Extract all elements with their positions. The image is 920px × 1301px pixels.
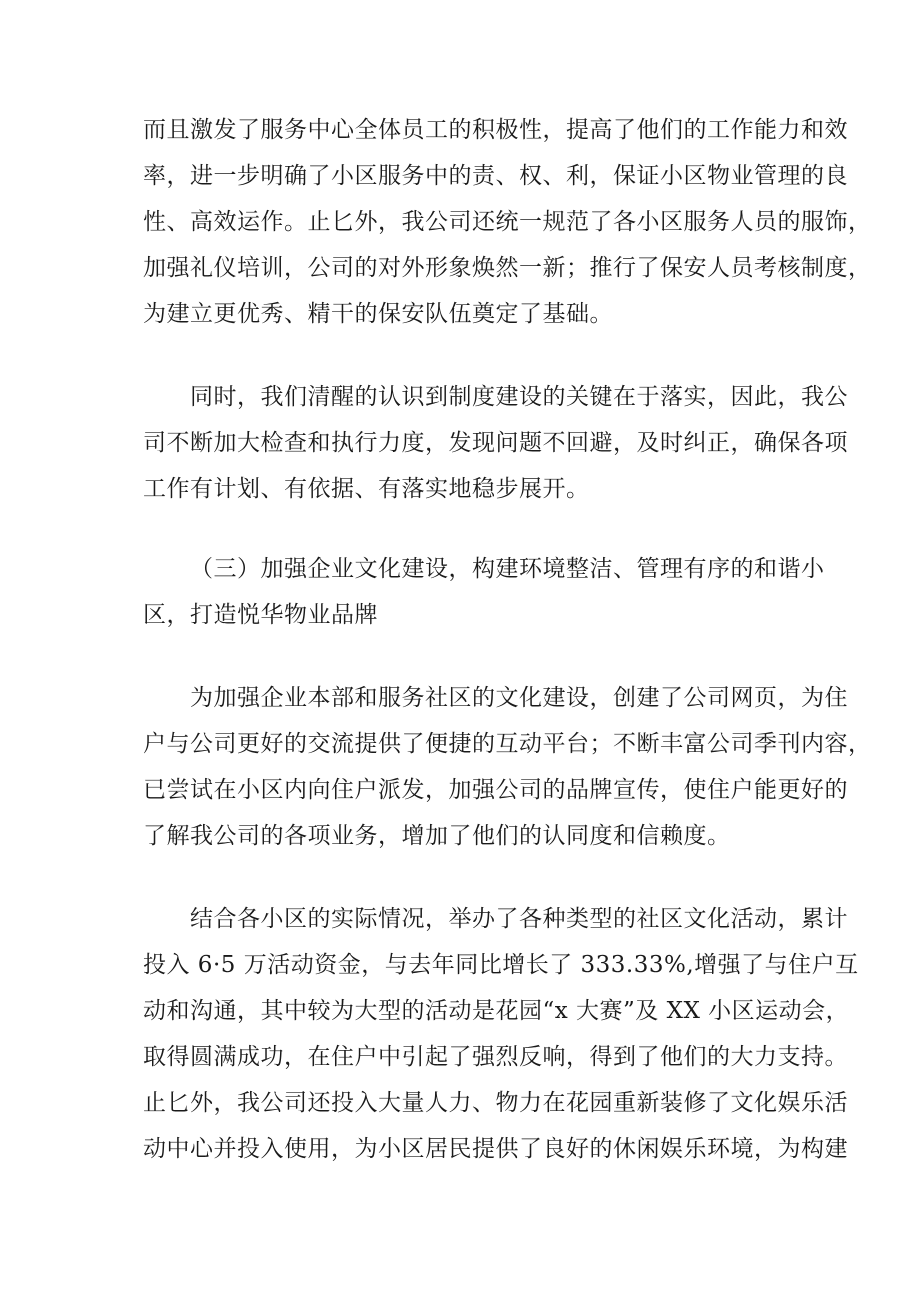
paragraph-2-line-2: 司不断加大检查和执行力度，发现问题不回避，及时纠正，确保各项 <box>143 430 848 456</box>
paragraph-3-line-2: 户与公司更好的交流提供了便捷的互动平台；不断丰富公司季刊内容， <box>143 731 872 757</box>
paragraph-4-line-4: 取得圆满成功，在住户中引起了强烈反响，得到了他们的大力支持。 <box>143 1044 848 1070</box>
paragraph-4-line-3: 动和沟通，其中较为大型的活动是花园“x 大赛”及 XX 小区运动会， <box>143 998 850 1024</box>
paragraph-1-line-4: 加强礼仪培训，公司的对外形象焕然一新；推行了保安人员考核制度， <box>143 255 872 281</box>
paragraph-1-line-1: 而且激发了服务中心全体员工的积极性，提高了他们的工作能力和效 <box>143 117 848 143</box>
paragraph-1-line-5: 为建立更优秀、精干的保安队伍奠定了基础。 <box>143 301 613 327</box>
paragraph-3-line-4: 了解我公司的各项业务，增加了他们的认同度和信赖度。 <box>143 823 731 849</box>
paragraph-4-line-5: 止匕外，我公司还投入大量人力、物力在花园重新装修了文化娱乐活 <box>143 1090 848 1116</box>
paragraph-1-line-3: 性、高效运作。止匕外，我公司还统一规范了各小区服务人员的服饰， <box>143 209 872 235</box>
paragraph-3-line-3: 已尝试在小区内向住户派发，加强公司的品牌宣传，使住户能更好的 <box>143 777 848 803</box>
paragraph-2-line-3: 工作有计划、有依据、有落实地稳步展开。 <box>143 476 590 502</box>
paragraph-4-line-6: 动中心并投入使用，为小区居民提供了良好的休闲娱乐环境，为构建 <box>143 1136 848 1162</box>
paragraph-4-line-1: 结合各小区的实际情况，举办了各种类型的社区文化活动，累计 <box>190 906 848 932</box>
paragraph-4-line-2: 投入 6·5 万活动资金，与去年同比增长了 333.33%,增强了与住户互 <box>143 952 859 978</box>
section-heading-3-line-2: 区，打造悦华物业品牌 <box>143 602 378 628</box>
section-heading-3-line-1: （三）加强企业文化建设，构建环境整洁、管理有序的和谐小 <box>190 556 825 582</box>
paragraph-2-line-1: 同时，我们清醒的认识到制度建设的关键在于落实，因此，我公 <box>190 384 848 410</box>
paragraph-1-line-2: 率，进一步明确了小区服务中的责、权、利，保证小区物业管理的良 <box>143 163 848 189</box>
paragraph-3-line-1: 为加强企业本部和服务社区的文化建设，创建了公司网页，为住 <box>190 685 848 711</box>
